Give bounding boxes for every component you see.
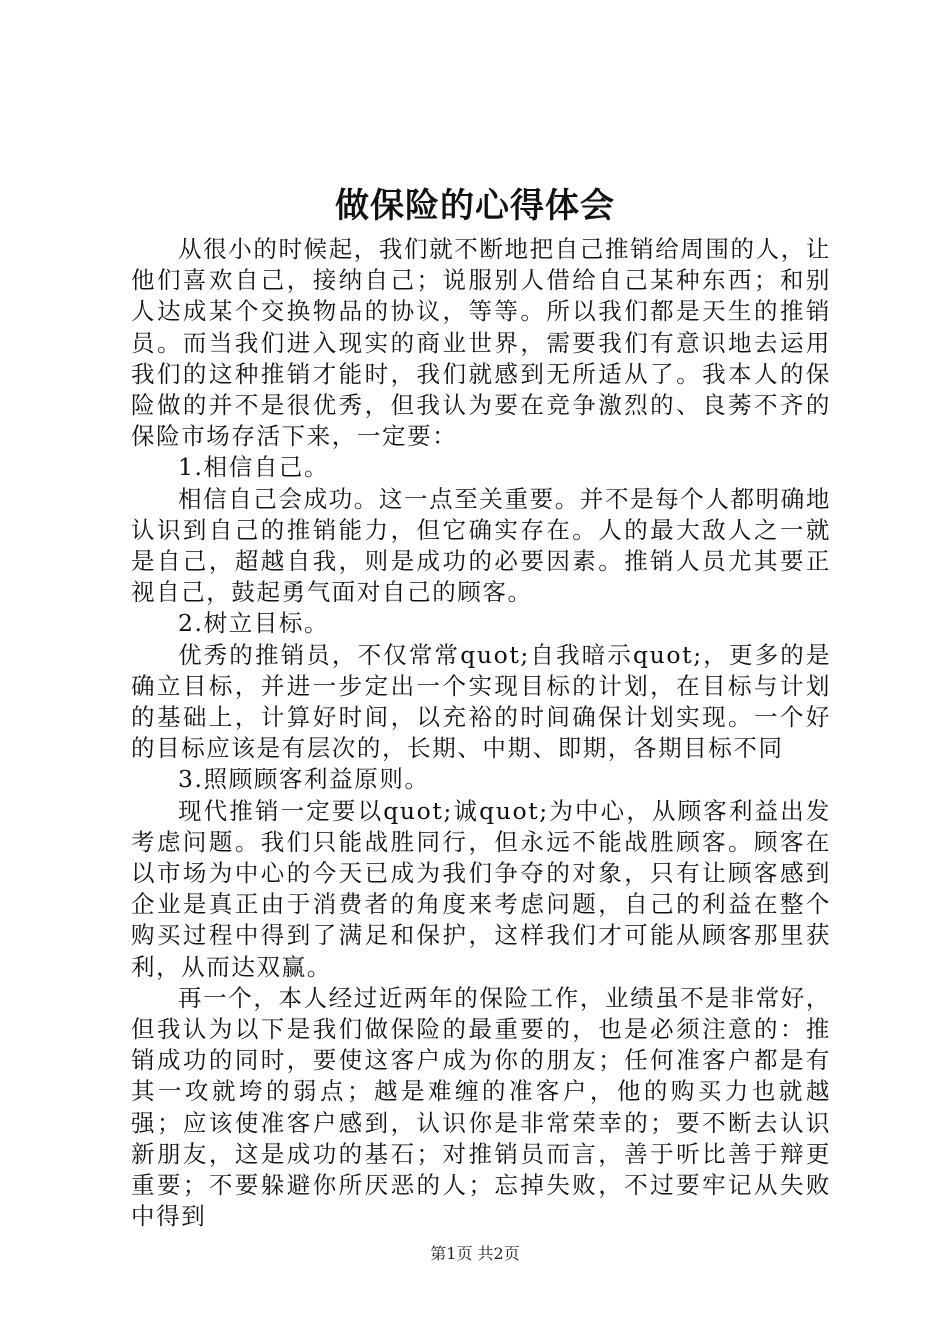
section-heading-3: 3.照顾顾客利益原则。 <box>178 765 430 794</box>
intro-paragraph: 从很小的时候起，我们就不断地把自己推销给周围的人，让他们喜欢自己，接纳自己；说服别人借给自己某种东西；和别人达成某个交换物品的协议，等等。所以我们都是天生的推销员。而当我们进入现实的商业世界，需要我们有意识地去运用我们的这种推销才能时，我们就感到无所适从了。我本人的保险做的并不是很优秀，但我认为要在竞争激烈的、良莠不齐的保险市场存活下来，一定要： <box>131 235 831 451</box>
section-heading-1: 1.相信自己。 <box>178 453 330 482</box>
document-body <box>131 234 831 1233</box>
page-footer: 第1页 共2页 <box>430 1244 520 1263</box>
section-paragraph-3: 现代推销一定要以quot;诚quot;为中心，从顾客利益出发考虑问题。我们只能战胜同行，但永远不能战胜顾客。顾客在以市场为中心的今天已成为我们争夺的对象，只有让顾客感到企业是真正由于消费者的角度来考虑问题，自己的利益在整个购买过程中得到了满足和保护，这样我们才可能从顾客那里获利，从而达双赢。 <box>131 796 831 981</box>
closing-paragraph: 再一个，本人经过近两年的保险工作，业绩虽不是非常好，但我认为以下是我们做保险的最重要的，也是必须注意的：推销成功的同时，要使这客户成为你的朋友；任何准客户都是有其一攻就垮的弱点；越是难缠的准客户，他的购买力也就越强；应该使准客户感到，认识你是非常荣幸的；要不断去认识新朋友，这是成功的基石；对推销员而言，善于听比善于辩更重要；不要躲避你所厌恶的人；忘掉失败，不过要牢记从失败中得到 <box>131 983 831 1231</box>
document-title: 做保险的心得体会 <box>335 186 615 226</box>
section-heading-2: 2.树立目标。 <box>178 609 330 638</box>
section-paragraph-1: 相信自己会成功。这一点至关重要。并不是每个人都明确地认识到自己的推销能力，但它确实存在。人的最大敌人之一就是自己，超越自我，则是成功的必要因素。推销人员尤其要正视自己，鼓起勇气面对自己的顾客。 <box>131 484 831 607</box>
section-paragraph-2: 优秀的推销员，不仅常常quot;自我暗示quot;，更多的是确立目标，并进一步定出一个实现目标的计划，在目标与计划的基础上，计算好时间，以充裕的时间确保计划实现。一个好的目标应该是有层次的，长期、中期、即期，各期目标不同 <box>131 640 831 763</box>
